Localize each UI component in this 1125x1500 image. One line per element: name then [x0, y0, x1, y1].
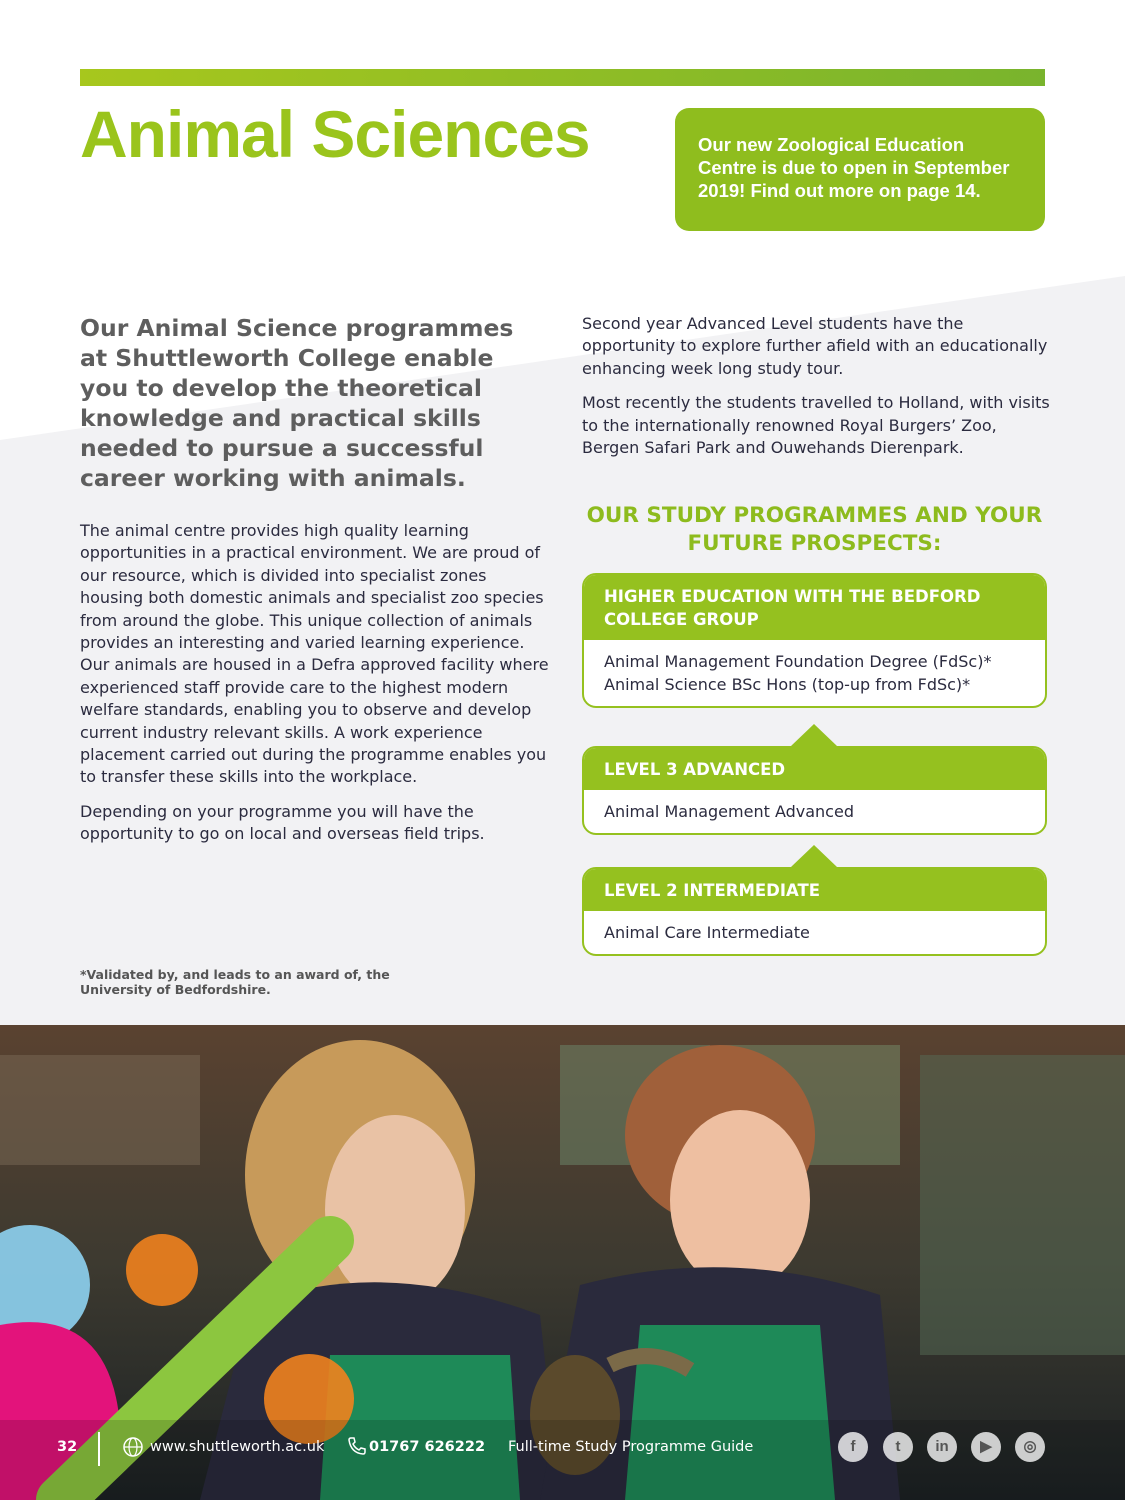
- website-link[interactable]: www.shuttleworth.ac.uk: [150, 1439, 325, 1455]
- body-paragraph: Second year Advanced Level students have the opportunity to explore further afield with an educationally enhancing week long study tour.: [582, 314, 1048, 378]
- students-photo: [0, 1025, 1125, 1500]
- footer: [0, 1432, 1125, 1466]
- programme-box-level-3: [582, 746, 1047, 835]
- header-accent-bar: [80, 69, 1045, 86]
- programme-item: Animal Science BSc Hons (top-up from FdSc)*: [604, 675, 971, 694]
- globe-icon: [122, 1436, 144, 1462]
- youtube-icon[interactable]: ▶: [971, 1432, 1001, 1462]
- programme-heading: LEVEL 3 ADVANCED: [584, 748, 1045, 790]
- footnote: *Validated by, and leads to an award of, the University of Bedfordshire.: [80, 967, 390, 997]
- programme-list: [584, 640, 1045, 706]
- programme-item: Animal Management Advanced: [604, 802, 854, 821]
- callout-box: Our new Zoological Education Centre is due to open in September 2019! Find out more on page 14.: [675, 108, 1045, 231]
- page-number: 32: [57, 1439, 78, 1455]
- programme-box-level-2: [582, 867, 1047, 956]
- programme-box-higher-education: [582, 573, 1047, 708]
- body-paragraph: Depending on your programme you will have the opportunity to go on local and overseas field trips.: [80, 801, 485, 844]
- linkedin-icon[interactable]: in: [927, 1432, 957, 1462]
- programme-list: [584, 911, 1045, 954]
- guide-title: Full-time Study Programme Guide: [508, 1439, 754, 1455]
- body-paragraph: The animal centre provides high quality learning opportunities in a practical environment. We are proud of our resource, which is divided into specialist zones housing both domestic animals and specialist zoo species from around the globe. This unique collection of animals provides an interesting and varied learning experience. Our animals are housed in a Defra approved facility where experienced staff provide care to the highest modern welfare standards, enabling you to observe and develop current industry relevant skills. A work experience placement carried out during the programme enables you to transfer these skills into the workplace.: [80, 521, 549, 787]
- programme-item: Animal Care Intermediate: [604, 923, 810, 942]
- phone-icon: [347, 1436, 367, 1460]
- left-column: [80, 520, 550, 858]
- right-column: [582, 313, 1052, 471]
- page-title: Animal Sciences: [80, 97, 590, 171]
- twitter-icon[interactable]: t: [883, 1432, 913, 1462]
- programme-list: [584, 790, 1045, 833]
- phone-number[interactable]: 01767 626222: [369, 1439, 486, 1455]
- programme-item: Animal Management Foundation Degree (FdSc)*: [604, 652, 992, 671]
- lead-paragraph: Our Animal Science programmes at Shuttleworth College enable you to develop the theoretical knowledge and practical skills needed to pursue a successful career working with animals.: [80, 314, 514, 492]
- progression-arrow: [791, 724, 837, 746]
- body-paragraph: Most recently the students travelled to Holland, with visits to the internationally renowned Royal Burgers’ Zoo, Bergen Safari Park and Ouwehands Dierenpark.: [582, 393, 1050, 458]
- programmes-heading: OUR STUDY PROGRAMMES AND YOUR FUTURE PROSPECTS:: [586, 503, 1043, 556]
- facebook-icon[interactable]: f: [838, 1432, 868, 1462]
- footer-divider: [98, 1432, 100, 1466]
- programme-heading: LEVEL 2 INTERMEDIATE: [584, 869, 1045, 911]
- instagram-icon[interactable]: ◎: [1015, 1432, 1045, 1462]
- progression-arrow: [791, 845, 837, 867]
- programme-heading: HIGHER EDUCATION WITH THE BEDFORD COLLEGE GROUP: [584, 575, 1045, 640]
